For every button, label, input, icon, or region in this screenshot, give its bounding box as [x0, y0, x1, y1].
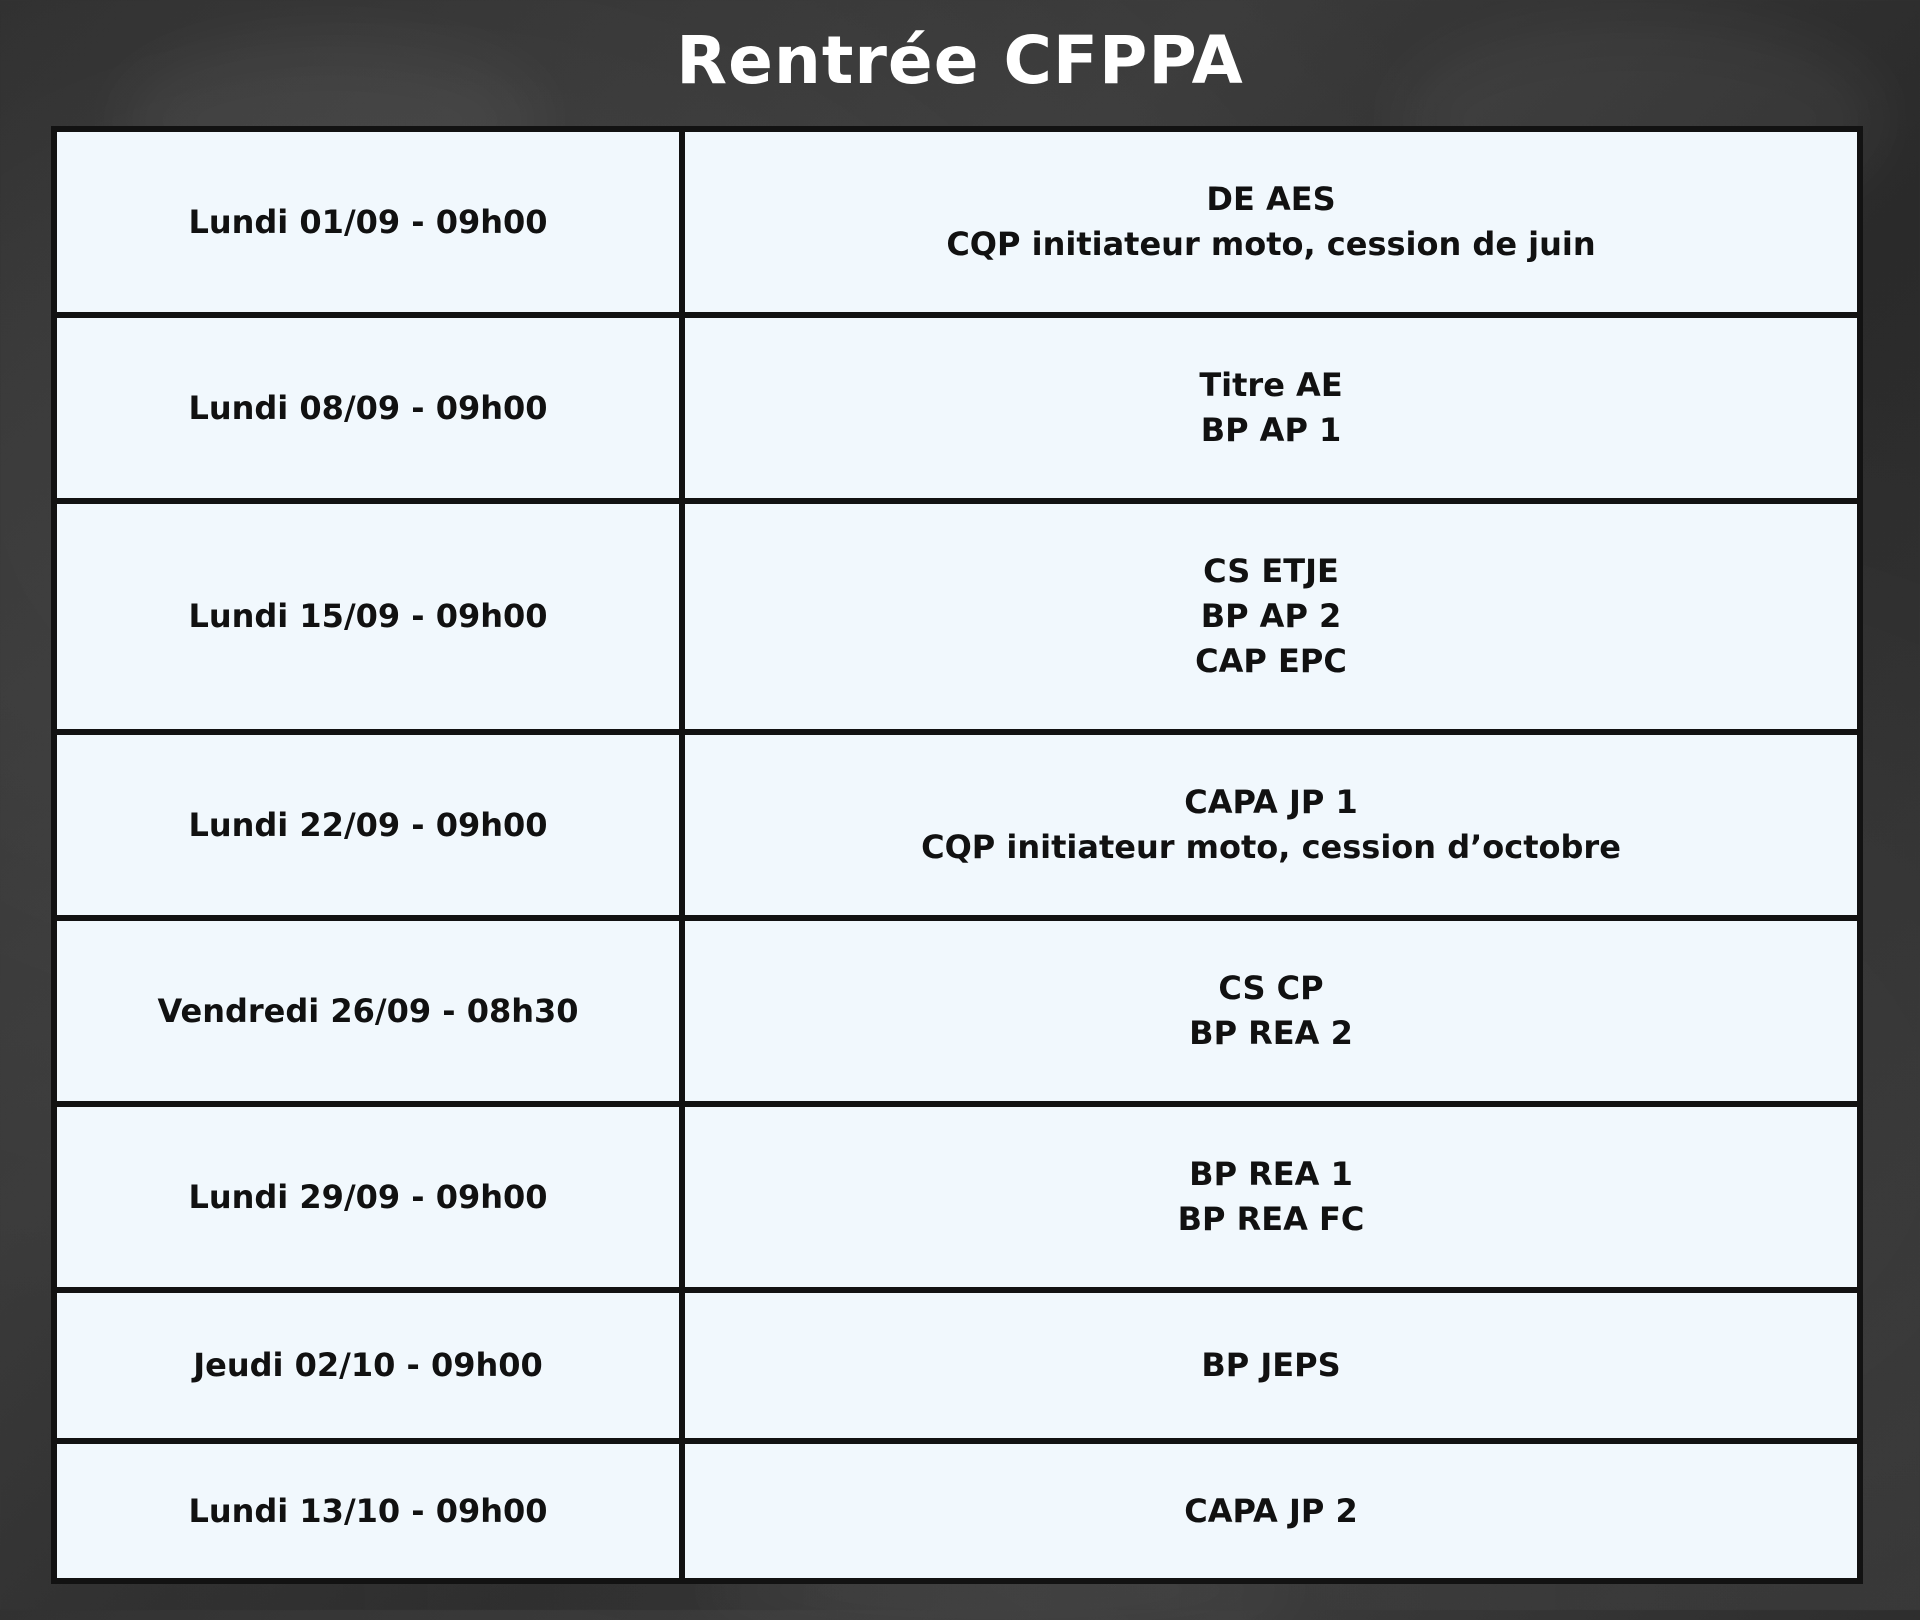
- program-label: BP REA FC: [1177, 1200, 1365, 1238]
- program-label: DE AES: [1206, 180, 1336, 218]
- program-label: CAP EPC: [1195, 642, 1347, 680]
- table-row: [54, 129, 1860, 315]
- program-label: CAPA JP 2: [1184, 1491, 1358, 1530]
- table-row: [54, 918, 1860, 1104]
- programs-cell: [682, 732, 1860, 918]
- date-cell: Jeudi 02/10 - 09h00: [54, 1290, 682, 1441]
- program-label: Titre AE: [1199, 366, 1343, 404]
- program-label: CS ETJE: [1203, 552, 1339, 590]
- date-cell: Lundi 01/09 - 09h00: [54, 129, 682, 315]
- programs-cell: [682, 315, 1860, 501]
- program-label: CQP initiateur moto, cession de juin: [946, 225, 1596, 263]
- date-cell: Lundi 15/09 - 09h00: [54, 501, 682, 732]
- date-cell: Lundi 29/09 - 09h00: [54, 1104, 682, 1290]
- program-label: BP JEPS: [1201, 1346, 1341, 1384]
- date-cell: Lundi 22/09 - 09h00: [54, 732, 682, 918]
- program-label: BP AP 2: [1200, 597, 1342, 635]
- program-label: CS CP: [1218, 969, 1324, 1007]
- program-label: CQP initiateur moto, cession d’octobre: [921, 828, 1621, 866]
- program-label: BP REA 1: [1189, 1155, 1353, 1193]
- table-row: [54, 1290, 1860, 1441]
- table-row: [54, 732, 1860, 918]
- programs-cell: [682, 501, 1860, 732]
- programs-cell: [682, 1290, 1860, 1441]
- table-row: [54, 1441, 1860, 1581]
- date-cell: Lundi 08/09 - 09h00: [54, 315, 682, 501]
- date-cell: Vendredi 26/09 - 08h30: [54, 918, 682, 1104]
- program-label: CAPA JP 1: [1184, 783, 1358, 821]
- page-title: Rentrée CFPPA: [676, 22, 1244, 99]
- table-row: [54, 1104, 1860, 1290]
- program-label: BP REA 2: [1189, 1014, 1353, 1052]
- table-row: [54, 501, 1860, 732]
- programs-cell: [682, 918, 1860, 1104]
- date-cell: Lundi 13/10 - 09h00: [54, 1441, 682, 1581]
- programs-cell: [682, 1104, 1860, 1290]
- schedule-table: [51, 126, 1863, 1584]
- program-label: BP AP 1: [1200, 411, 1342, 449]
- programs-cell: [682, 1441, 1860, 1581]
- table-row: [54, 315, 1860, 501]
- programs-cell: [682, 129, 1860, 315]
